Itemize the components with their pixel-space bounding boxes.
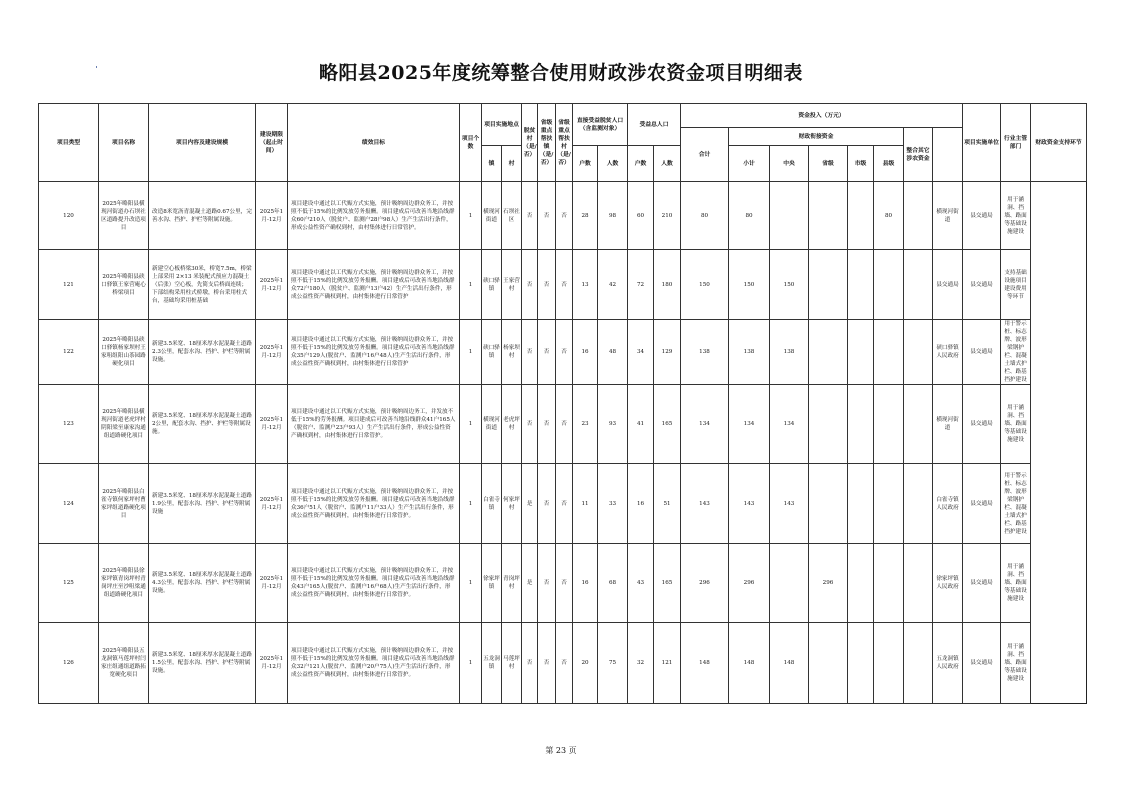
village-cell: 马莲坪村: [502, 623, 522, 704]
project-period-cell: 2025年1月-12月: [256, 623, 288, 704]
total-households-cell: 41: [628, 385, 654, 464]
implementing-unit-cell: 硖口驿镇人民政府: [933, 320, 963, 385]
funds-total-cell: 143: [681, 464, 729, 544]
support-stage-cell: 用于涵洞、挡墙、路面等基础设施建设: [1001, 623, 1031, 704]
fiscal-provincial-cell: [809, 182, 848, 250]
direct-persons-cell: 68: [598, 544, 628, 623]
fiscal-provincial-cell: [809, 623, 848, 704]
fiscal-provincial-cell: [809, 320, 848, 385]
header-total-benef: 受益总人口: [628, 104, 681, 146]
project-name-cell: 2025年略阳县徐家坪镇青岗坪村青岗坪庄至沙咀梁通组道路硬化项目: [99, 544, 149, 623]
project-content-cell: 新建3.5米宽、18厘米厚水泥混凝土道路2公里，配套水沟、挡护、护栏等附属设施。: [149, 385, 256, 464]
total-persons-cell: 165: [654, 544, 681, 623]
performance-goal-cell: 项目建设中通过以工代赈方式实施，预计吸纳周边群众务工，并按照不低于15%的比例发放劳务报酬。项目建成后可改善当地沿线群众72户180人（脱贫户、监测户13户42）生产生活出行条件，形成公益性资产确权到村，由村集体进行日常管护: [288, 250, 460, 320]
prov-key-village-flag-cell: 否: [556, 182, 573, 250]
other-funds-cell: [904, 464, 933, 544]
header-type: 项目类型: [39, 104, 99, 182]
support-stage-cell: 用于涵洞、挡墙、路面等基础设施建设: [1001, 182, 1031, 250]
header-funds: 资金投入（万元）: [681, 104, 963, 128]
town-cell: 硖口驿镇: [482, 320, 502, 385]
total-persons-cell: 51: [654, 464, 681, 544]
fiscal-central-cell: 143: [770, 464, 809, 544]
fiscal-subtotal-cell: 80: [729, 182, 770, 250]
poor-village-flag-cell: 否: [522, 182, 538, 250]
direct-persons-cell: 33: [598, 464, 628, 544]
fiscal-subtotal-cell: 296: [729, 544, 770, 623]
header-poor-village: 脱贫村（是/否）: [522, 104, 538, 182]
performance-goal-cell: 项目建设中通过以工代赈方式实施，预计吸纳周边群众务工，并按照不低于15%的比例发放劳务报酬。项目建成后可改善当地沿线群众35户129人(脱贫户、监测户16户48人)生产生活出行条件，形成公益性资产确权到村，由村集体进行日常管护: [288, 320, 460, 385]
total-persons-cell: 180: [654, 250, 681, 320]
table-row: [39, 182, 1087, 250]
town-cell: 五龙洞镇: [482, 623, 502, 704]
header-village: 村: [502, 146, 522, 182]
prov-key-town-flag-cell: 否: [538, 544, 556, 623]
total-persons-cell: 210: [654, 182, 681, 250]
poor-village-flag-cell: 否: [522, 385, 538, 464]
project-name-cell: 2025年略阳县横现河街道办石坝社区道路提升改造项目: [99, 182, 149, 250]
header-county: 县级: [874, 146, 904, 182]
header-name: 项目名称: [99, 104, 149, 182]
fiscal-city-cell: [848, 464, 874, 544]
performance-goal-cell: 项目建设中通过以工代赈方式实施，预计吸纳周边群众务工，并按照不低于15%的比例发放劳务报酬。项目建成后可改善当地沿线群众43户165人(脱贫户、监测户16户68人)生产生活出行条件，形成公益性资产确权到村，由村集体进行日常管护。: [288, 544, 460, 623]
project-period-cell: 2025年1月-12月: [256, 544, 288, 623]
other-funds-cell: [904, 623, 933, 704]
project-content-cell: 新建3.5米宽、18厘米厚水泥混凝土道路4.3公里，配套水沟、挡护、护栏等附属设施。: [149, 544, 256, 623]
poor-village-flag-cell: 是: [522, 464, 538, 544]
table-row: [39, 250, 1087, 320]
direct-households-cell: 16: [573, 320, 598, 385]
header-count: 项目个数: [460, 104, 482, 182]
supervising-dept-cell: 县交通局: [963, 544, 1001, 623]
total-households-cell: 60: [628, 182, 654, 250]
project-count-cell: 1: [460, 544, 482, 623]
poor-village-flag-cell: 否: [522, 320, 538, 385]
prov-key-village-flag-cell: 否: [556, 385, 573, 464]
direct-persons-cell: 75: [598, 623, 628, 704]
funds-total-cell: 296: [681, 544, 729, 623]
village-cell: 老虎坪村: [502, 385, 522, 464]
direct-persons-cell: 98: [598, 182, 628, 250]
table-row: [39, 623, 1087, 704]
other-funds-cell: [904, 182, 933, 250]
poor-village-flag-cell: 是: [522, 544, 538, 623]
village-cell: 杨家坝村: [502, 320, 522, 385]
direct-persons-cell: 48: [598, 320, 628, 385]
project-count-cell: 1: [460, 464, 482, 544]
implementing-unit-cell: 横现河街道: [933, 385, 963, 464]
village-cell: 青岗坪村: [502, 544, 522, 623]
prov-key-town-flag-cell: 否: [538, 320, 556, 385]
support-stage-cell: 用于警示桩、标志牌、波形梁钢护栏、混凝土墙式护栏、路基挡护建设: [1001, 320, 1031, 385]
header-direct-persons: 人数: [598, 146, 628, 182]
performance-goal-cell: 项目建设中通过以工代赈方式实施，预计吸纳周边务工，并发放不低于15%的劳务报酬。项目建成后可改善当地沿线群众41户165人（脱贫户、监测户23户93人）生产生活出行条件，形成公益性资产确权到村，由村集体进行日常管护。: [288, 385, 460, 464]
fiscal-central-cell: 134: [770, 385, 809, 464]
project-table: [38, 103, 1087, 704]
direct-households-cell: 16: [573, 544, 598, 623]
direct-persons-cell: 42: [598, 250, 628, 320]
implementing-unit-cell: 县交通局: [933, 250, 963, 320]
support-stage-cell: 用于涵洞、挡墙、路面等基础设施建设: [1001, 544, 1031, 623]
funds-total-cell: 80: [681, 182, 729, 250]
total-persons-cell: 129: [654, 320, 681, 385]
fiscal-subtotal-cell: 138: [729, 320, 770, 385]
fiscal-central-cell: 150: [770, 250, 809, 320]
fiscal-provincial-cell: [809, 250, 848, 320]
project-name-cell: 2025年略阳县硖口驿镇王家营庵心桥梁项目: [99, 250, 149, 320]
header-city: 市级: [848, 146, 874, 182]
row-number-cell: 121: [39, 250, 99, 320]
project-count-cell: 1: [460, 623, 482, 704]
performance-goal-cell: 项目建设中通过以工代赈方式实施，预计吸纳周边群众务工，并按照不低于15%的比例发放劳务报酬。项目建成后可改善当地沿线群众36户51人（脱贫户、监测户11户33人）生产生活出行条件，形成公益性资产确权到村，由村集体进行日常管护。: [288, 464, 460, 544]
fiscal-subtotal-cell: 150: [729, 250, 770, 320]
project-name-cell: 2025年略阳县五龙洞镇马莲坪村闫家庄组通组道路拓宽硬化项目: [99, 623, 149, 704]
row-number-cell: 122: [39, 320, 99, 385]
header-period: 建设期限（起止时间）: [256, 104, 288, 182]
prov-key-village-flag-cell: 否: [556, 320, 573, 385]
supervising-dept-cell: 县交通局: [963, 320, 1001, 385]
fiscal-city-cell: [848, 182, 874, 250]
direct-households-cell: 20: [573, 623, 598, 704]
village-cell: 何家坪村: [502, 464, 522, 544]
support-stage-cell: 用于警示桩、标志牌、波形梁钢护栏、混凝土墙式护栏、路基挡护建设: [1001, 464, 1031, 544]
funds-total-cell: 148: [681, 623, 729, 704]
performance-goal-cell: 项目建设中通过以工代赈方式实施，预计吸纳周边群众务工，并按照不低于15%的比例发放劳务报酬。项目建成后可改善当地沿线群众32户121人(脱贫户、监测户20户75人)生产生活出行条件，形成公益性资产确权到村，由村集体进行日常管护。: [288, 623, 460, 704]
fiscal-county-cell: [874, 544, 904, 623]
supervising-dept-cell: 县交通局: [963, 464, 1001, 544]
header-fiscal: 财政衔接资金: [729, 128, 904, 146]
performance-goal-cell: 项目建设中通过以工代赈方式实施，预计吸纳周边群众务工，并按照不低于15%的比例发放劳务报酬。项目建成后可改善当地沿线群众60户210人（脱贫户、监测户28户98人）生产生活出行条件，形成公益性资产确权到村，由村集体进行日常管护。: [288, 182, 460, 250]
project-name-cell: 2025年略阳县横现河街道老虎坪村阴阳梁至康家沟通组道路硬化项目: [99, 385, 149, 464]
other-funds-cell: [904, 544, 933, 623]
fiscal-county-cell: 80: [874, 182, 904, 250]
row-number-cell: 123: [39, 385, 99, 464]
supervising-dept-cell: 县交通局: [963, 385, 1001, 464]
prov-key-village-flag-cell: 否: [556, 250, 573, 320]
project-period-cell: 2025年1月-12月: [256, 182, 288, 250]
row-number-cell: 126: [39, 623, 99, 704]
fiscal-provincial-cell: [809, 464, 848, 544]
header-location: 项目实施地点: [482, 104, 522, 146]
header-direct-benef: 直接受益脱贫人口（含监测对象）: [573, 104, 628, 146]
fiscal-central-cell: [770, 544, 809, 623]
town-cell: 横现河街道: [482, 182, 502, 250]
prov-key-town-flag-cell: 否: [538, 464, 556, 544]
table-row: [39, 544, 1087, 623]
header-content: 项目内容及建设规模: [149, 104, 256, 182]
project-period-cell: 2025年1月-12月: [256, 464, 288, 544]
implementing-unit-cell: 白雀寺镇人民政府: [933, 464, 963, 544]
village-cell: 石坝社区: [502, 182, 522, 250]
project-content-cell: 新建3.5米宽、18厘米厚水泥混凝土道路1.5公里，配套水沟、挡护、护栏等附属设施。: [149, 623, 256, 704]
fiscal-city-cell: [848, 385, 874, 464]
fiscal-provincial-cell: 296: [809, 544, 848, 623]
village-cell: 王家营村: [502, 250, 522, 320]
project-content-cell: 改造8米宽沥青混凝土道路0.67公里，完善水沟、挡护、护栏等附属设施。: [149, 182, 256, 250]
support-stage-cell: 支持基础设施项目建设费用等环节: [1001, 250, 1031, 320]
funds-total-cell: 134: [681, 385, 729, 464]
total-households-cell: 43: [628, 544, 654, 623]
town-cell: 白雀寺镇: [482, 464, 502, 544]
direct-households-cell: 28: [573, 182, 598, 250]
header-total-households: 户数: [628, 146, 654, 182]
prov-key-town-flag-cell: 否: [538, 385, 556, 464]
prov-key-village-flag-cell: 否: [556, 544, 573, 623]
implementing-unit-cell: 五龙洞镇人民政府: [933, 623, 963, 704]
fiscal-provincial-cell: [809, 385, 848, 464]
prov-key-village-flag-cell: 否: [556, 464, 573, 544]
total-households-cell: 34: [628, 320, 654, 385]
table-row: [39, 320, 1087, 385]
project-count-cell: 1: [460, 182, 482, 250]
fiscal-subtotal-cell: 148: [729, 623, 770, 704]
row-number-cell: 125: [39, 544, 99, 623]
direct-households-cell: 11: [573, 464, 598, 544]
table-row: [39, 385, 1087, 464]
header-other: 整合其它涉农资金: [904, 128, 933, 182]
header-total: 合计: [681, 128, 729, 182]
header-dept: 行业主管部门: [1001, 104, 1031, 182]
project-period-cell: 2025年1月-12月: [256, 385, 288, 464]
fiscal-county-cell: [874, 623, 904, 704]
header-town: 镇: [482, 146, 502, 182]
prov-key-town-flag-cell: 否: [538, 250, 556, 320]
poor-village-flag-cell: 否: [522, 250, 538, 320]
project-content-cell: 新建3.5米宽、18厘米厚水泥混凝土道路1.9公里，配套水沟、挡护、护栏等附属设施: [149, 464, 256, 544]
total-households-cell: 72: [628, 250, 654, 320]
direct-persons-cell: 93: [598, 385, 628, 464]
direct-households-cell: 23: [573, 385, 598, 464]
total-households-cell: 16: [628, 464, 654, 544]
fiscal-county-cell: [874, 250, 904, 320]
project-content-cell: 新建空心板桥梁30米，桥宽7.5m，桥梁上部采用 2×13 米装配式预应力混凝土（后张）空心板，先简支后桥面连续；下部结构采用柱式桥墩，桥台采用柱式台，基础均采用桩基础: [149, 250, 256, 320]
town-cell: 硖口驿镇: [482, 250, 502, 320]
header-central: 中央: [770, 146, 809, 182]
project-period-cell: 2025年1月-12月: [256, 250, 288, 320]
project-period-cell: 2025年1月-12月: [256, 320, 288, 385]
fiscal-city-cell: [848, 623, 874, 704]
header-support: 财政资金支持环节: [1031, 104, 1087, 182]
table-row: [39, 464, 1087, 544]
support-stage-cell: 用于涵洞、挡墙、路面等基础设施建设: [1001, 385, 1031, 464]
header-subtotal: 小计: [729, 146, 770, 182]
supervising-dept-cell: 县交通局: [963, 623, 1001, 704]
fiscal-city-cell: [848, 544, 874, 623]
header-prov-key-town: 省级重点帮扶镇（是/否）: [538, 104, 556, 182]
fiscal-subtotal-cell: 143: [729, 464, 770, 544]
prov-key-town-flag-cell: 否: [538, 623, 556, 704]
supervising-dept-cell: 县交通局: [963, 250, 1001, 320]
header-goal: 绩效目标: [288, 104, 460, 182]
header-direct-households: 户数: [573, 146, 598, 182]
implementing-unit-cell: 横现河街道: [933, 182, 963, 250]
project-name-cell: 2025年略阳县硖口驿镇杨家坝村王家咀组阳山茶园路硬化项目: [99, 320, 149, 385]
project-count-cell: 1: [460, 385, 482, 464]
page-number: 第 23 页: [545, 746, 577, 755]
total-persons-cell: 165: [654, 385, 681, 464]
header-unit: 项目实施单位: [963, 104, 1001, 182]
total-households-cell: 32: [628, 623, 654, 704]
project-count-cell: 1: [460, 250, 482, 320]
other-funds-cell: [904, 250, 933, 320]
town-cell: 横现河街道: [482, 385, 502, 464]
funds-total-cell: 150: [681, 250, 729, 320]
fiscal-city-cell: [848, 320, 874, 385]
header-provincial: 省级: [809, 146, 848, 182]
town-cell: 徐家坪镇: [482, 544, 502, 623]
project-count-cell: 1: [460, 320, 482, 385]
other-funds-cell: [904, 385, 933, 464]
header-prov-key-village: 省级重点帮扶村（是/否）: [556, 104, 573, 182]
row-number-cell: 124: [39, 464, 99, 544]
direct-households-cell: 13: [573, 250, 598, 320]
funds-total-cell: 138: [681, 320, 729, 385]
fiscal-central-cell: [770, 182, 809, 250]
fiscal-county-cell: [874, 464, 904, 544]
prov-key-village-flag-cell: 否: [556, 623, 573, 704]
fiscal-city-cell: [848, 250, 874, 320]
other-funds-cell: [904, 320, 933, 385]
supervising-dept-cell: 县交通局: [963, 182, 1001, 250]
project-name-cell: 2025年略阳县白雀寺镇何家坪村曹家坪组道路硬化项目: [99, 464, 149, 544]
fiscal-central-cell: 138: [770, 320, 809, 385]
fiscal-central-cell: 148: [770, 623, 809, 704]
header-total-persons: 人数: [654, 146, 681, 182]
implementing-unit-cell: 徐家坪镇人民政府: [933, 544, 963, 623]
prov-key-town-flag-cell: 否: [538, 182, 556, 250]
fiscal-county-cell: [874, 385, 904, 464]
row-number-cell: 120: [39, 182, 99, 250]
total-persons-cell: 121: [654, 623, 681, 704]
fiscal-county-cell: [874, 320, 904, 385]
poor-village-flag-cell: 否: [522, 623, 538, 704]
project-content-cell: 新建3.5米宽、18厘米厚水泥混凝土道路2.3公里，配套水沟、挡护、护栏等附属设施。: [149, 320, 256, 385]
fiscal-subtotal-cell: 134: [729, 385, 770, 464]
document-title: 略阳县2025年度统筹整合使用财政涉农资金项目明细表: [319, 62, 803, 84]
